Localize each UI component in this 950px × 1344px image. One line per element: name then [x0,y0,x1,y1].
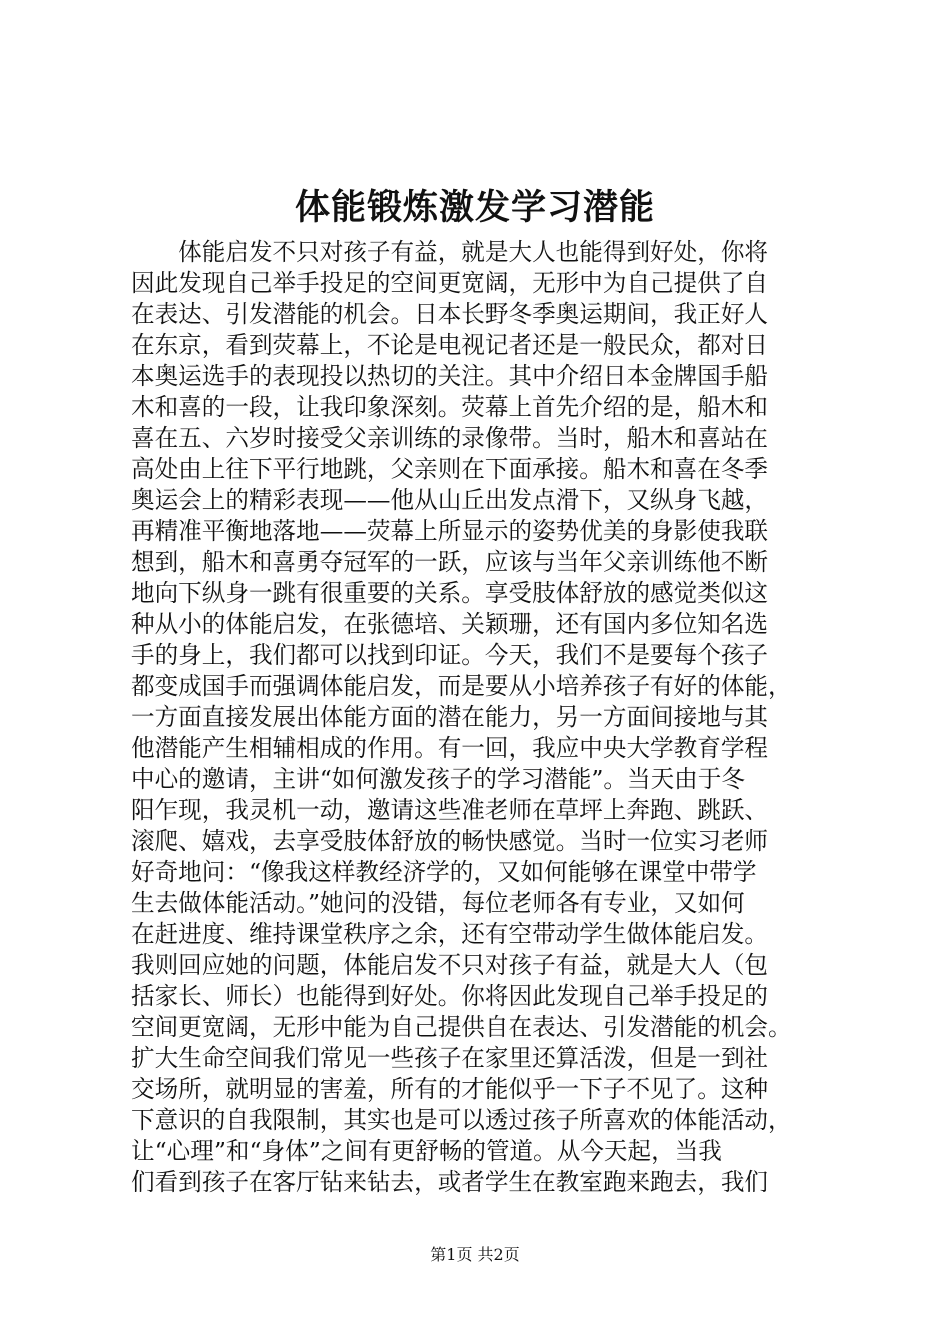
text-line: 高处由上往下平行地跳，父亲则在下面承接。船木和喜在冬季 [131,455,769,483]
text-line: 在赶进度、维持课堂秩序之余，还有空带动学生做体能启发。 [131,920,769,948]
text-line: 阳乍现，我灵机一动，邀请这些准老师在草坪上奔跑、跳跃、 [131,796,769,824]
text-line: 一方面直接发展出体能方面的潜在能力，另一方面间接地与其 [131,703,769,731]
text-line: 好奇地问：“像我这样教经济学的，又如何能够在课堂中带学 [131,858,757,886]
text-line: 括家长、师长）也能得到好处。你将因此发现自己举手投足的 [131,982,769,1010]
text-line: 因此发现自己举手投足的空间更宽阔，无形中为自己提供了自 [131,269,769,297]
text-line: 我则回应她的问题，体能启发不只对孩子有益，就是大人（包 [131,951,769,979]
text-line: 地向下纵身一跳有很重要的关系。享受肢体舒放的感觉类似这 [131,579,769,607]
page-footer: 第1页 共2页 [430,1245,520,1264]
text-line: 们看到孩子在客厅钻来钻去，或者学生在教室跑来跑去，我们 [131,1168,769,1196]
text-line: 扩大生命空间我们常见一些孩子在家里还算活泼，但是一到社 [131,1044,769,1072]
body-paragraph [131,237,851,1198]
text-line: 让“心理”和“身体”之间有更舒畅的管道。从今天起，当我 [131,1137,722,1165]
text-line: 喜在五、六岁时接受父亲训练的录像带。当时，船木和喜站在 [131,424,769,452]
text-line: 中心的邀请，主讲“如何激发孩子的学习潜能”。当天由于冬 [131,765,745,793]
text-line: 奥运会上的精彩表现——他从山丘出发点滑下，又纵身飞越， [131,486,769,514]
text-line: 手的身上，我们都可以找到印证。今天，我们不是要每个孩子 [131,641,769,669]
text-line: 都变成国手而强调体能启发，而是要从小培养孩子有好的体能， [131,672,792,700]
text-line: 空间更宽阔，无形中能为自己提供自在表达、引发潜能的机会。 [131,1013,792,1041]
text-line: 在东京，看到荧幕上，不论是电视记者还是一般民众，都对日 [131,331,769,359]
text-line: 他潜能产生相辅相成的作用。有一回，我应中央大学教育学程 [131,734,769,762]
text-line: 滚爬、嬉戏，去享受肢体舒放的畅快感觉。当时一位实习老师 [131,827,769,855]
text-line: 交场所，就明显的害羞，所有的才能似乎一下子不见了。这种 [131,1075,769,1103]
text-line: 木和喜的一段，让我印象深刻。荧幕上首先介绍的是，船木和 [131,393,769,421]
text-line: 体能启发不只对孩子有益，就是大人也能得到好处，你将 [131,238,769,266]
text-line: 种从小的体能启发，在张德培、关颖珊，还有国内多位知名选 [131,610,769,638]
text-line: 再精准平衡地落地——荧幕上所显示的姿势优美的身影使我联 [131,517,769,545]
text-line: 下意识的自我限制，其实也是可以透过孩子所喜欢的体能活动， [131,1106,792,1134]
text-line: 本奥运选手的表现投以热切的关注。其中介绍日本金牌国手船 [131,362,769,390]
page-title: 体能锻炼激发学习潜能 [294,188,655,228]
text-line: 生去做体能活动。”她问的没错，每位老师各有专业，又如何 [131,889,745,917]
text-line: 想到，船木和喜勇夺冠军的一跃，应该与当年父亲训练他不断 [131,548,769,576]
text-line: 在表达、引发潜能的机会。日本长野冬季奥运期间，我正好人 [131,300,769,328]
